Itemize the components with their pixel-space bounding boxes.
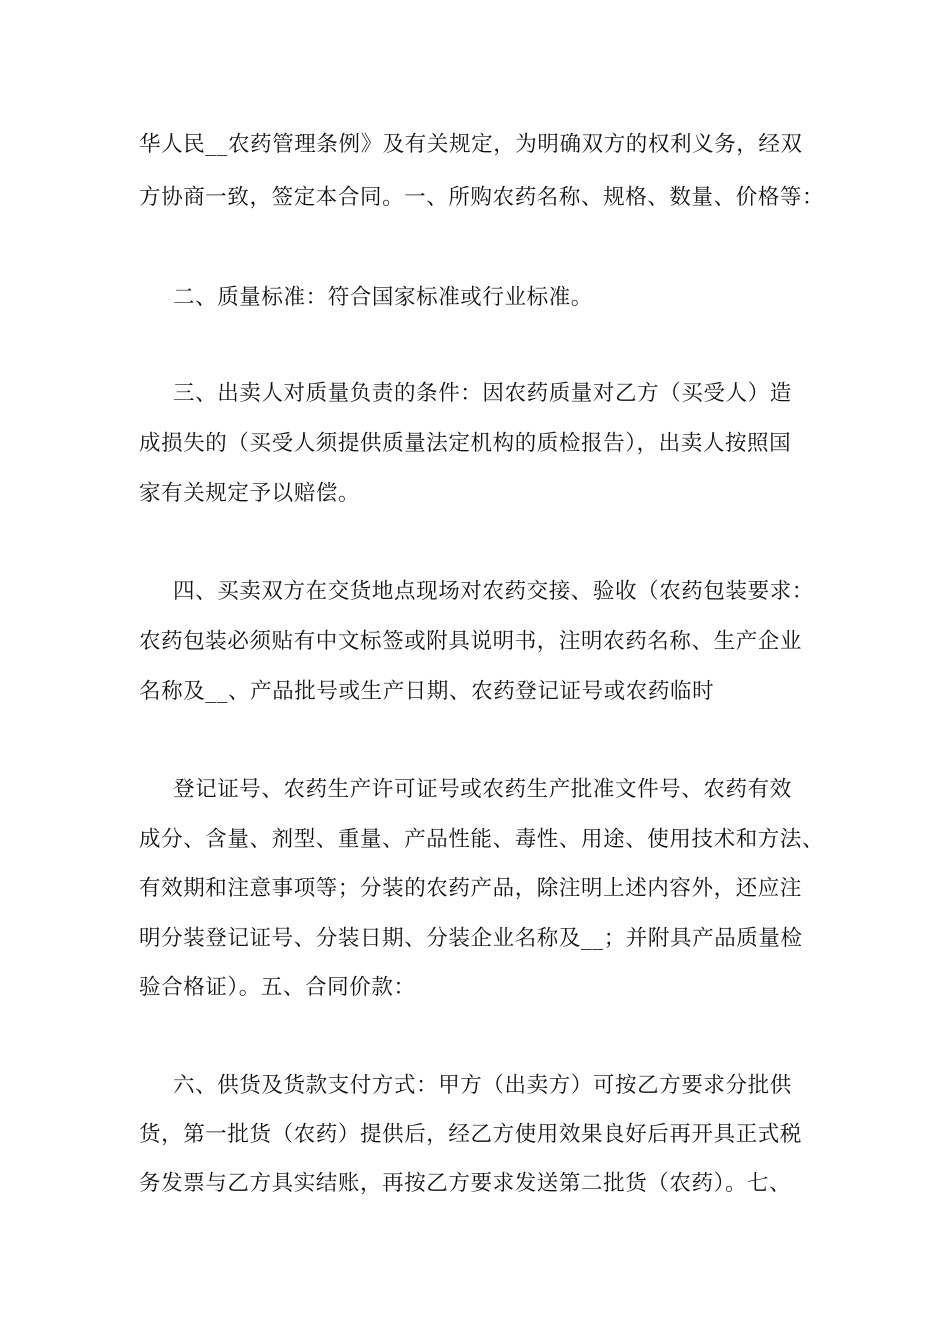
text-line: 验合格证）。五、合同价款： xyxy=(139,975,416,1000)
text-line: 有效期和注意事项等；分装的农药产品，除注明上述内容外，还应注 xyxy=(139,876,803,901)
text-line: 登记证号、农药生产许可证号或农药生产批准文件号、农药有效 xyxy=(173,777,792,802)
text-line: 华人民__农药管理条例》及有关规定，为明确双方的权利义务，经双 xyxy=(139,132,803,157)
text-line: 货，第一批货（农药）提供后，经乙方使用效果良好后再开具正式税 xyxy=(139,1122,803,1147)
text-line: 三、出卖人对质量负责的条件：因农药质量对乙方（买受人）造 xyxy=(173,381,792,406)
text-line: 方协商一致，签定本合同。一、所购农药名称、规格、数量、价格等： xyxy=(139,185,825,210)
text-line: 成损失的（买受人须提供质量法定机构的质检报告），出卖人按照国 xyxy=(139,431,792,456)
text-line: 明分装登记证号、分装日期、分装企业名称及__；并附具产品质量检 xyxy=(139,926,803,951)
text-line: 务发票与乙方具实结账，再按乙方要求发送第二批货（农药）。七、 xyxy=(139,1171,792,1196)
text-line: 四、买卖双方在交货地点现场对农药交接、验收（农药包装要求： xyxy=(173,579,814,604)
text-line: 六、供货及货款支付方式：甲方（出卖方）可按乙方要求分批供 xyxy=(173,1073,792,1098)
text-line: 名称及__、产品批号或生产日期、农药登记证号或农药临时 xyxy=(139,679,715,704)
text-line: 农药包装必须贴有中文标签或附具说明书，注明农药名称、生产企业 xyxy=(139,629,803,654)
text-line: 成分、含量、剂型、重量、产品性能、毒性、用途、使用技术和方法、 xyxy=(139,827,825,852)
text-line: 二、质量标准：符合国家标准或行业标准。 xyxy=(173,285,593,310)
text-line: 家有关规定予以赔偿。 xyxy=(139,481,361,506)
